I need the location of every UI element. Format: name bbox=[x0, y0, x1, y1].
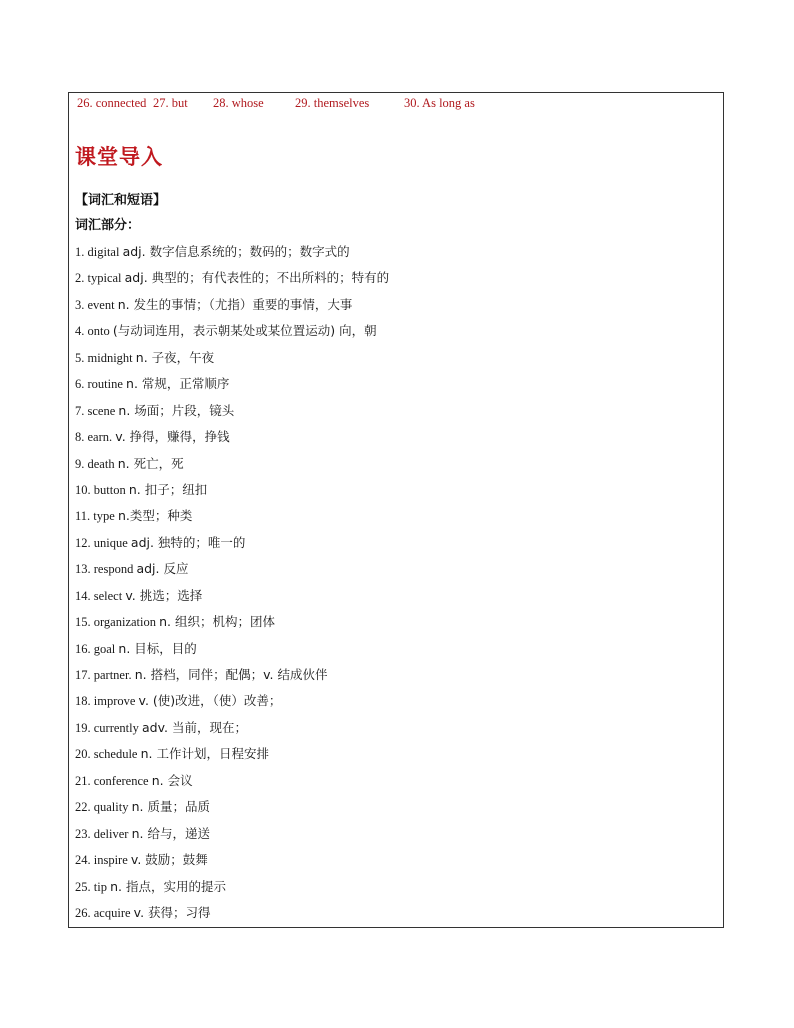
vocab-word: typical bbox=[87, 271, 122, 286]
vocab-definition: n. 搭档，同伴；配偶；v. 结成伙伴 bbox=[134, 667, 328, 682]
vocab-definition: n.类型；种类 bbox=[117, 508, 193, 524]
answer-26: 26. connected bbox=[77, 96, 147, 110]
vocab-item bbox=[75, 292, 389, 318]
vocab-number: 13. bbox=[75, 562, 91, 577]
vocab-definition: n. 死亡，死 bbox=[117, 455, 184, 471]
vocab-word: goal bbox=[93, 641, 116, 656]
vocab-number: 6. bbox=[75, 377, 85, 392]
vocab-definition: n. 指点，实用的提示 bbox=[110, 878, 226, 894]
vocab-definition: v. 挑选；选择 bbox=[125, 587, 203, 603]
vocab-item bbox=[75, 265, 389, 291]
vocab-number: 16. bbox=[75, 641, 91, 656]
vocab-word: acquire bbox=[93, 905, 131, 920]
answer-key-line bbox=[77, 96, 475, 111]
vocab-item bbox=[75, 636, 389, 662]
vocab-number: 7. bbox=[75, 403, 85, 418]
vocab-word: respond bbox=[93, 562, 134, 577]
vocab-definition: adj. 数字信息系统的；数码的；数字式的 bbox=[122, 244, 350, 259]
vocab-word: inspire bbox=[93, 853, 128, 868]
vocab-definition: n. 常规，正常顺序 bbox=[126, 376, 230, 392]
vocab-number: 14. bbox=[75, 588, 91, 603]
vocab-word: earn. bbox=[87, 430, 113, 445]
vocab-number: 1. bbox=[75, 245, 85, 259]
vocab-number: 11. bbox=[75, 509, 91, 524]
vocab-item bbox=[75, 556, 389, 582]
vocab-number: 3. bbox=[75, 297, 85, 312]
vocab-word: organization bbox=[93, 615, 156, 630]
vocab-definition: n. 发生的事情；（尤指）重要的事情，大事 bbox=[117, 296, 353, 312]
vocab-word: unique bbox=[93, 535, 128, 550]
vocab-item bbox=[75, 688, 389, 714]
vocab-word: quality bbox=[93, 800, 129, 815]
vocab-word: partner. bbox=[93, 668, 132, 682]
vocab-definition: n. 子夜，午夜 bbox=[135, 349, 215, 365]
vocab-number: 17. bbox=[75, 668, 91, 682]
vocab-number: 18. bbox=[75, 694, 91, 709]
vocab-number: 20. bbox=[75, 747, 91, 762]
vocab-definition: n. 给与，递送 bbox=[131, 825, 210, 841]
vocab-item bbox=[75, 715, 389, 741]
vocab-number: 2. bbox=[75, 271, 85, 286]
vocab-word: conference bbox=[93, 773, 149, 788]
vocab-item bbox=[75, 609, 389, 635]
vocab-number: 8. bbox=[75, 430, 85, 445]
vocab-item bbox=[75, 741, 389, 767]
vocab-definition: n. 质量；品质 bbox=[131, 799, 210, 815]
vocab-item bbox=[75, 424, 389, 450]
vocab-definition: v. 鼓励；鼓舞 bbox=[130, 852, 208, 868]
vocab-definition: v. 获得；习得 bbox=[133, 904, 211, 920]
vocab-number: 9. bbox=[75, 456, 85, 471]
vocab-item bbox=[75, 318, 389, 344]
vocab-number: 25. bbox=[75, 879, 91, 894]
vocab-word: deliver bbox=[93, 826, 129, 841]
vocab-number: 15. bbox=[75, 615, 91, 630]
vocab-number: 12. bbox=[75, 535, 91, 550]
vocab-definition: v. 挣得，赚得，挣钱 bbox=[115, 429, 230, 445]
vocab-word: midnight bbox=[87, 350, 133, 365]
content-frame bbox=[68, 92, 724, 928]
answer-27: 27. but bbox=[153, 96, 188, 110]
vocab-item bbox=[75, 345, 389, 371]
vocab-definition: (与动词连用，表示朝某处或某位置运动) 向，朝 bbox=[112, 323, 377, 339]
vocab-word: scene bbox=[87, 403, 116, 418]
vocab-definition: adj. 典型的；有代表性的；不出所料的；特有的 bbox=[124, 270, 390, 286]
vocab-definition: n. 组织；机构；团体 bbox=[159, 614, 275, 630]
vocab-item bbox=[75, 451, 389, 477]
vocab-word: button bbox=[93, 482, 126, 497]
vocab-item bbox=[75, 900, 389, 926]
answer-29: 29. themselves bbox=[295, 96, 370, 110]
vocab-item bbox=[75, 768, 389, 794]
vocab-number: 4. bbox=[75, 324, 85, 339]
vocab-item bbox=[75, 583, 389, 609]
vocab-word: event bbox=[87, 297, 115, 312]
vocab-word: schedule bbox=[93, 747, 138, 762]
vocab-item bbox=[75, 398, 389, 424]
vocab-number: 22. bbox=[75, 800, 91, 815]
vocab-definition: n. 工作计划，日程安排 bbox=[140, 746, 269, 762]
vocab-definition: adj. 独特的；唯一的 bbox=[130, 534, 246, 550]
subhead-vocab-part: 词汇部分： bbox=[75, 218, 141, 233]
vocab-definition: v. (使)改进，（使）改善； bbox=[138, 693, 282, 709]
answer-30: 30. As long as bbox=[404, 96, 475, 110]
vocab-word: improve bbox=[93, 694, 136, 709]
vocab-definition: n. 扣子；纽扣 bbox=[128, 481, 208, 497]
vocab-word: digital bbox=[87, 245, 120, 259]
vocab-item bbox=[75, 821, 389, 847]
vocab-item bbox=[75, 503, 389, 529]
vocab-list bbox=[75, 239, 389, 926]
vocab-word: tip bbox=[93, 879, 107, 894]
vocab-definition: adv. 当前，现在； bbox=[142, 719, 247, 735]
vocab-item bbox=[75, 477, 389, 503]
vocab-definition: adj. 反应 bbox=[136, 561, 189, 577]
vocab-word: currently bbox=[93, 720, 139, 735]
vocab-item bbox=[75, 662, 389, 688]
vocab-definition: n. 目标，目的 bbox=[118, 640, 197, 656]
vocab-number: 26. bbox=[75, 905, 91, 920]
vocab-number: 24. bbox=[75, 853, 91, 868]
vocab-item bbox=[75, 239, 389, 265]
vocab-item bbox=[75, 874, 389, 900]
vocab-definition: n. 会议 bbox=[151, 772, 193, 788]
vocab-item bbox=[75, 371, 389, 397]
vocab-word: onto bbox=[87, 324, 110, 339]
vocab-word: death bbox=[87, 456, 115, 471]
vocab-word: select bbox=[93, 588, 123, 603]
vocab-number: 23. bbox=[75, 826, 91, 841]
vocab-word: routine bbox=[87, 377, 123, 392]
vocab-number: 19. bbox=[75, 720, 91, 735]
vocab-item bbox=[75, 794, 389, 820]
vocab-word: type bbox=[93, 509, 115, 524]
vocab-item bbox=[75, 847, 389, 873]
vocab-definition: n. 场面；片段，镜头 bbox=[118, 402, 235, 418]
vocab-number: 10. bbox=[75, 482, 91, 497]
vocab-item bbox=[75, 530, 389, 556]
subhead-vocab-phrases: 【词汇和短语】 bbox=[75, 193, 167, 208]
vocab-number: 21. bbox=[75, 773, 91, 788]
section-title: 课堂导入 bbox=[75, 145, 163, 169]
vocab-number: 5. bbox=[75, 350, 85, 365]
answer-28: 28. whose bbox=[213, 96, 264, 110]
